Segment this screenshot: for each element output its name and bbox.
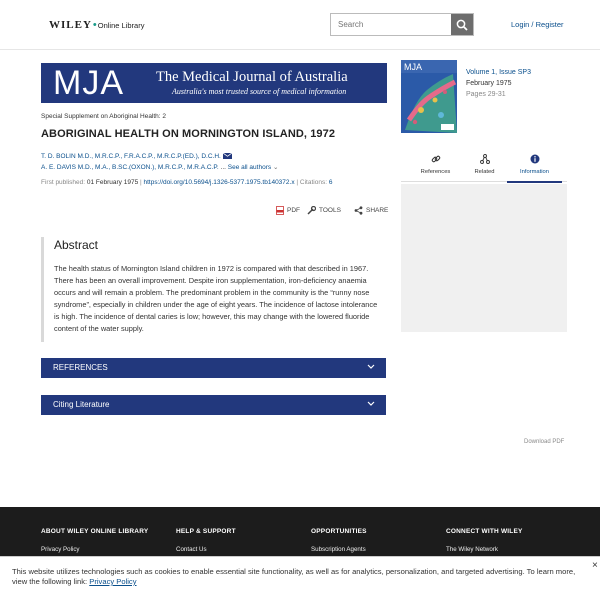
pdf-button[interactable]	[276, 206, 300, 215]
cookie-banner	[0, 556, 600, 600]
tab-references[interactable]	[408, 149, 463, 182]
citing-literature-label: Citing Literature	[53, 400, 110, 409]
footer-column	[311, 528, 367, 553]
wiley-logo[interactable]	[49, 19, 144, 31]
footer-column	[176, 528, 236, 553]
pdf-label: PDF	[287, 207, 300, 214]
search-box	[330, 13, 474, 36]
journal-banner[interactable]	[41, 63, 387, 103]
separator: |	[140, 179, 144, 186]
chevron-down-icon[interactable]: ⌄	[272, 164, 279, 171]
tab-information[interactable]	[507, 149, 562, 183]
search-icon	[456, 19, 468, 31]
footer-heading: HELP & SUPPORT	[176, 528, 236, 535]
info-icon	[530, 154, 540, 164]
footer-column	[41, 528, 148, 553]
issue-cover-image[interactable]	[401, 60, 457, 133]
see-all-authors-link[interactable]: See all authors	[227, 164, 272, 171]
mail-icon[interactable]	[223, 153, 232, 159]
author-link[interactable]: T. D. BOLIN M.D., M.R.C.P., F.R.A.C.P., M.R.C.P.(ED.), D.C.H.	[41, 153, 221, 160]
cookie-message	[12, 567, 592, 587]
supplement-label: Special Supplement on Aboriginal Health: 2	[41, 113, 167, 120]
tab-references-label: References	[420, 169, 451, 175]
issue-date: February 1975	[466, 80, 512, 87]
privacy-policy-link[interactable]: Privacy Policy	[89, 577, 137, 586]
side-tabs	[401, 149, 567, 182]
footer-link[interactable]: Subscription Agents	[311, 546, 366, 553]
pdf-icon	[276, 206, 284, 215]
share-icon	[354, 206, 363, 215]
footer-column	[446, 528, 523, 553]
authors-ellipsis: ...	[220, 164, 226, 171]
share-label: SHARE	[366, 207, 389, 214]
footer-heading: CONNECT WITH WILEY	[446, 528, 523, 535]
chevron-down-icon	[367, 401, 375, 407]
author-list	[41, 151, 401, 173]
login-register-link[interactable]: Login / Register	[511, 20, 564, 29]
tab-information-label: Information	[520, 169, 549, 175]
tools-label: TOOLS	[319, 207, 341, 214]
doi-link[interactable]: https://doi.org/10.5694/j.1326-5377.1975.tb140372.x	[143, 179, 295, 186]
issue-pages: Pages 29-31	[466, 91, 506, 98]
site-header	[0, 0, 600, 50]
banner-tagline: Australia's most trusted source of medical information	[172, 87, 347, 96]
citations-count[interactable]: 6	[328, 179, 333, 186]
cover-label: MJA	[404, 62, 422, 72]
references-label: REFERENCES	[53, 363, 108, 372]
abstract-text: The health status of Mornington Island children in 1972 is compared with that described in 1967. There has been an overall improvement. Despite iron supplementation, iron-deficiency anaemia occurs and will remain a problem. The predominant problem in the community is the “runny nose syndrome”, especially in children under the age of eight years. The incidence of lactose intolerance is high. The incidence of dental caries is low; however, this may change with the lowered fluoride content of the water supply.	[54, 264, 378, 333]
abstract-heading: Abstract	[54, 238, 99, 252]
banner-abbr: MJA	[53, 64, 124, 102]
information-panel	[401, 184, 567, 332]
first-published-date: 01 February 1975	[86, 179, 139, 186]
tab-related-label: Related	[474, 169, 495, 175]
link-icon	[431, 154, 441, 164]
citing-literature-accordion[interactable]	[41, 395, 386, 415]
footer-heading: OPPORTUNITIES	[311, 528, 367, 535]
footer-link[interactable]: Contact Us	[176, 546, 207, 553]
logo-brand: WILEY	[49, 19, 92, 31]
references-accordion[interactable]	[41, 358, 386, 378]
issue-volume-link[interactable]: Volume 1, Issue SP3	[466, 69, 531, 76]
issue-info	[466, 67, 531, 100]
footer-link[interactable]: Privacy Policy	[41, 546, 80, 553]
chevron-down-icon	[367, 364, 375, 370]
download-pdf-link[interactable]: Download PDF	[524, 439, 565, 445]
banner-title: The Medical Journal of Australia	[156, 69, 348, 85]
tab-related[interactable]	[457, 149, 512, 182]
search-button[interactable]	[451, 14, 473, 35]
first-published-label: First published:	[41, 179, 86, 186]
logo-subtitle: Online Library	[97, 21, 145, 30]
tools-button[interactable]	[307, 206, 341, 215]
network-icon	[480, 154, 490, 164]
logo-dot-icon: •	[92, 19, 97, 31]
cookie-text: This website utilizes technologies such as cookies to enable essential site functionality, as well as for analytics, personalization, and targeted advertising. To learn more, view the following link:	[12, 567, 576, 586]
separator: |	[296, 179, 300, 186]
abstract-section	[41, 237, 386, 342]
wrench-icon	[307, 206, 316, 215]
share-button[interactable]	[354, 206, 388, 215]
citations-label: Citations:	[299, 179, 328, 186]
publication-info	[41, 179, 332, 186]
footer-heading: ABOUT WILEY ONLINE LIBRARY	[41, 528, 149, 535]
author-link[interactable]: A. E. DAVIS M.D., M.A., B.SC.(OXON.), M.R.C.P., M.R.A.C.P.	[41, 164, 219, 171]
search-input[interactable]	[331, 14, 451, 35]
footer-link[interactable]: The Wiley Network	[446, 546, 498, 553]
close-icon[interactable]: ×	[592, 560, 598, 571]
article-title: ABORIGINAL HEALTH ON MORNINGTON ISLAND, 1972	[41, 128, 336, 140]
